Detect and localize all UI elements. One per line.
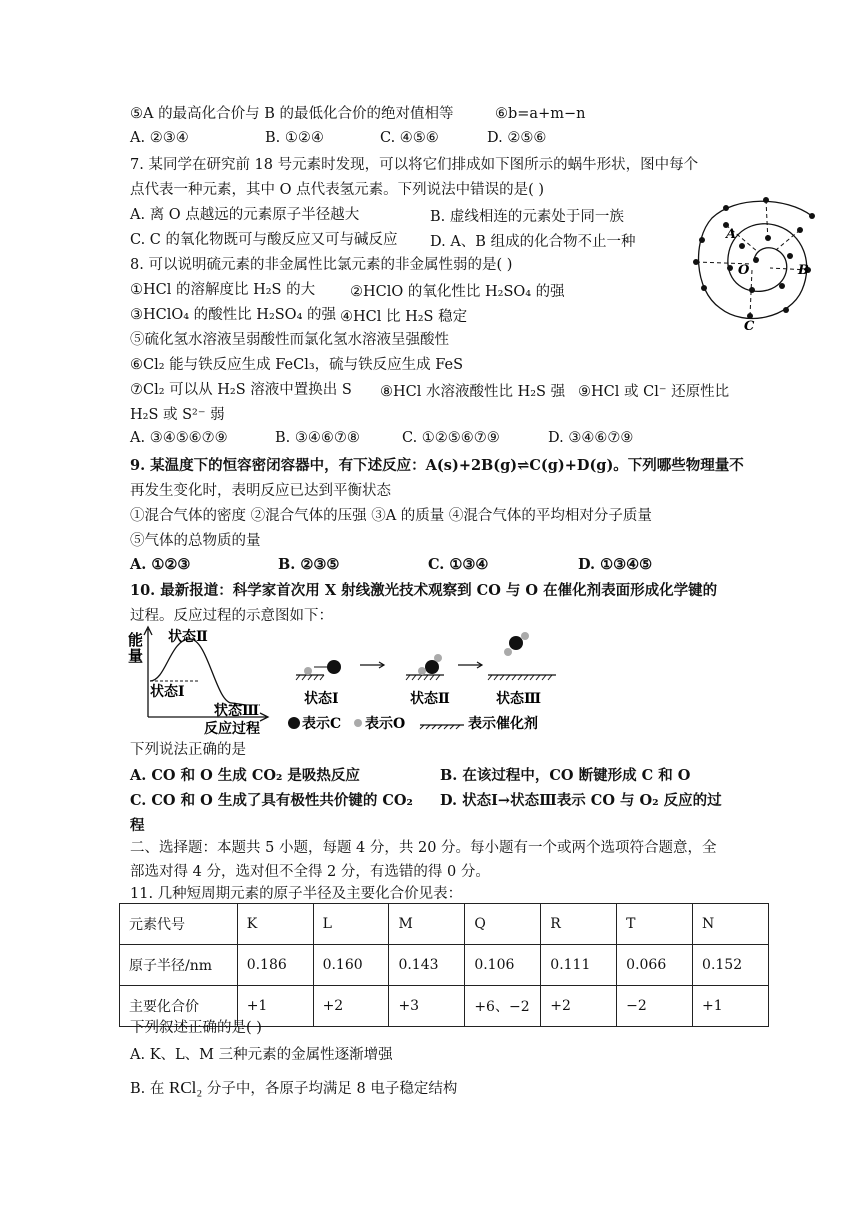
q10-prompt: 下列说法正确的是 xyxy=(130,742,246,758)
legend-carbon-label: 表示C xyxy=(302,716,342,732)
q8-statement-8: ⑧HCl 水溶液酸性比 H₂S 强 xyxy=(380,384,566,400)
state-3-illustration xyxy=(488,632,556,707)
state-2-label: 状态Ⅱ xyxy=(410,691,450,707)
legend-carbon-dot xyxy=(288,717,300,729)
snail-label-c: C xyxy=(744,319,755,334)
q8-option-c: C. ①②⑤⑥⑦⑨ xyxy=(402,430,500,446)
q6-option-a: A. ②③④ xyxy=(130,130,189,146)
state-1-illustration xyxy=(296,660,341,707)
table-cell: 原子半径/nm xyxy=(120,945,238,986)
q11-option-b-suffix: 分子中，各原子均满足 8 电子稳定结构 xyxy=(206,1081,458,1097)
table-row xyxy=(120,904,769,945)
q8-statement-6: ⑥Cl₂ 能与铁反应生成 FeCl₃，硫与铁反应生成 FeS xyxy=(130,357,464,373)
legend-catalyst-label: 表示催化剂 xyxy=(468,716,538,732)
table-cell: 0.160 xyxy=(313,945,389,986)
q8-option-d: D. ③④⑥⑦⑨ xyxy=(548,430,634,446)
table-cell: R xyxy=(541,904,617,945)
q7-option-a: A. 离 O 点越远的元素原子半径越大 xyxy=(130,207,360,223)
q8-statement-5: ⑤硫化氢水溶液呈弱酸性而氯化氢水溶液呈强酸性 xyxy=(130,332,449,348)
table-cell: T xyxy=(617,904,693,945)
q8-stem: 8. 可以说明硫元素的非金属性比氯元素的非金属性弱的是( ) xyxy=(130,257,513,273)
q7-option-d: D. A、B 组成的化合物不止一种 xyxy=(430,234,636,250)
table-cell: Q xyxy=(465,904,541,945)
q10-option-b: B. 在该过程中，CO 断键形成 C 和 O xyxy=(440,767,691,784)
table-cell: 0.143 xyxy=(389,945,465,986)
table-cell: 0.106 xyxy=(465,945,541,986)
snail-label-a: A xyxy=(726,227,737,242)
q7-option-c: C. C 的氧化物既可与酸反应又可与碱反应 xyxy=(130,232,398,248)
q8-statement-9b: H₂S 或 S²⁻ 弱 xyxy=(130,407,225,423)
q11-option-b-prefix: B. 在 xyxy=(130,1081,165,1097)
table-cell: +3 xyxy=(389,986,465,1027)
table-row xyxy=(120,945,769,986)
energy-state-3-label: 状态Ⅲ xyxy=(214,703,260,719)
q10-stem-1: 10. 最新报道：科学家首次用 X 射线激光技术观察到 CO 与 O 在催化剂表面形成化学键的 xyxy=(130,582,718,599)
table-cell: 元素代号 xyxy=(120,904,238,945)
snail-diagram xyxy=(690,190,825,335)
q10-option-d-2: 程 xyxy=(130,817,145,834)
table-cell: M xyxy=(389,904,465,945)
q11-option-a: A. K、L、M 三种元素的金属性逐渐增强 xyxy=(130,1047,393,1063)
section-2-heading-1: 二、选择题：本题共 5 小题，每题 4 分，共 20 分。每小题有一个或两个选项符合题意，全 xyxy=(130,840,717,856)
table-cell: K xyxy=(237,904,313,945)
q11-option-b xyxy=(130,1078,457,1099)
q7-stem-2: 点代表一种元素，其中 O 点代表氢元素。下列说法中错误的是( ) xyxy=(130,182,545,198)
table-cell: 主要化合价 xyxy=(120,986,238,1027)
q8-statement-7: ⑦Cl₂ 可以从 H₂S 溶液中置换出 S xyxy=(130,382,352,398)
table-cell: 0.152 xyxy=(693,945,769,986)
table-cell: 0.066 xyxy=(617,945,693,986)
q10-stem-2: 过程。反应过程的示意图如下： xyxy=(130,608,333,624)
snail-label-o: O xyxy=(738,263,750,278)
table-cell: 0.111 xyxy=(541,945,617,986)
energy-x-axis-label: 反应过程 xyxy=(204,721,260,737)
q6-option-c: C. ④⑤⑥ xyxy=(380,130,439,146)
q8-statement-2: ②HClO 的氧化性比 H₂SO₄ 的强 xyxy=(350,284,565,300)
snail-label-b: B xyxy=(798,263,809,278)
table-cell: +6、−2 xyxy=(465,986,541,1027)
q9-stem-2: 再发生变化时，表明反应已达到平衡状态 xyxy=(130,483,391,499)
q9-option-c: C. ①③④ xyxy=(428,556,489,573)
legend-catalyst-symbol xyxy=(420,725,464,729)
q11-option-b-formula: RCl₂ xyxy=(168,1078,203,1097)
q10-option-d-1: D. 状态Ⅰ→状态Ⅲ表示 CO 与 O₂ 反应的过 xyxy=(440,792,722,809)
state-2-illustration xyxy=(406,654,450,707)
q10-option-a: A. CO 和 O 生成 CO₂ 是吸热反应 xyxy=(130,767,360,784)
legend-oxygen-label: 表示O xyxy=(365,716,406,732)
table-cell: +1 xyxy=(693,986,769,1027)
state-1-label: 状态Ⅰ xyxy=(304,691,339,707)
q7-stem-1: 7. 某同学在研究前 18 号元素时发现，可以将它们排成如下图所示的蜗牛形状，图中每个 xyxy=(130,157,699,173)
q10-option-c: C. CO 和 O 生成了具有极性共价键的 CO₂ xyxy=(130,792,413,809)
q9-quantity-5: ⑤气体的总物质的量 xyxy=(130,533,261,549)
table-cell: +1 xyxy=(237,986,313,1027)
table-cell: L xyxy=(313,904,389,945)
state-3-label: 状态Ⅲ xyxy=(496,691,542,707)
q7-option-b: B. 虚线相连的元素处于同一族 xyxy=(430,209,624,225)
q11-stem: 11. 几种短周期元素的原子半径及主要化合价见表： xyxy=(130,886,463,902)
q6-line5: ⑤A 的最高化合价与 B 的最低化合价的绝对值相等 xyxy=(130,106,454,122)
energy-state-1-label: 状态Ⅰ xyxy=(150,684,185,700)
q8-option-b: B. ③④⑥⑦⑧ xyxy=(275,430,360,446)
q11-prompt: 下列叙述正确的是( ) xyxy=(130,1020,262,1036)
q6-line6: ⑥b=a+m−n xyxy=(495,106,586,122)
table-cell: +2 xyxy=(313,986,389,1027)
q9-stem-1: 9. 某温度下的恒容密闭容器中，有下述反应：A(s)+2B(g)⇌C(g)+D(g)。下列哪些物理量不 xyxy=(130,457,744,474)
q8-statement-3: ③HClO₄ 的酸性比 H₂SO₄ 的强 xyxy=(130,307,336,323)
q8-option-a: A. ③④⑤⑥⑦⑨ xyxy=(130,430,228,446)
q9-option-b: B. ②③⑤ xyxy=(278,556,340,573)
element-table xyxy=(119,903,769,1027)
q6-option-d: D. ②⑤⑥ xyxy=(487,130,547,146)
q8-statement-1: ①HCl 的溶解度比 H₂S 的大 xyxy=(130,282,316,298)
energy-state-2-label: 状态Ⅱ xyxy=(168,629,208,645)
q9-quantities: ①混合气体的密度 ②混合气体的压强 ③A 的质量 ④混合气体的平均相对分子质量 xyxy=(130,508,652,524)
q6-option-b: B. ①②④ xyxy=(265,130,324,146)
q9-option-a: A. ①②③ xyxy=(130,556,191,573)
table-cell: −2 xyxy=(617,986,693,1027)
legend-oxygen-dot xyxy=(354,719,362,727)
section-2-heading-2: 部选对得 4 分，选对但不全得 2 分，有选错的得 0 分。 xyxy=(130,864,490,880)
table-cell: +2 xyxy=(541,986,617,1027)
q9-option-d: D. ①③④⑤ xyxy=(578,556,653,573)
table-cell: N xyxy=(693,904,769,945)
q8-statement-9a: ⑨HCl 或 Cl⁻ 还原性比 xyxy=(578,384,730,400)
q8-statement-4: ④HCl 比 H₂S 稳定 xyxy=(340,309,468,325)
energy-axis-label-2: 量 xyxy=(128,647,144,665)
table-cell: 0.186 xyxy=(237,945,313,986)
reaction-figure xyxy=(128,625,568,740)
energy-axis-label-1: 能 xyxy=(128,631,144,649)
